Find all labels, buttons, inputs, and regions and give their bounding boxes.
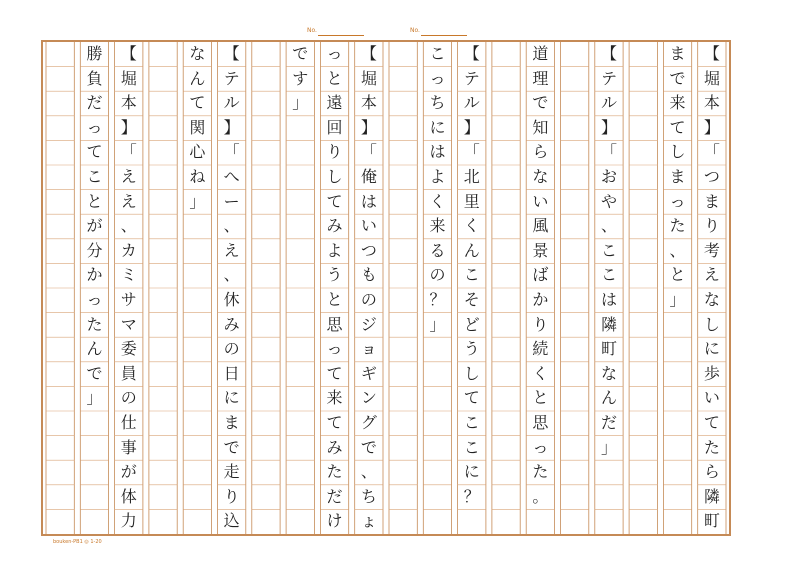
manuscript-char: ギ [360, 363, 377, 383]
manuscript-char: し [669, 142, 686, 162]
manuscript-char: 堀 [120, 68, 137, 88]
manuscript-char: へ [223, 167, 240, 186]
manuscript-char: う [463, 339, 480, 359]
manuscript-char: く [429, 191, 446, 211]
manuscript-char: 」 [429, 314, 446, 334]
manuscript-char: 俺 [360, 167, 377, 186]
manuscript-char: 事 [120, 437, 137, 457]
manuscript-column [112, 42, 146, 534]
manuscript-char: ら [532, 142, 549, 162]
manuscript-column [660, 42, 694, 534]
manuscript-char: 」 [292, 93, 309, 113]
number-label-1: No. [307, 27, 317, 34]
manuscript-char: み [223, 314, 240, 334]
manuscript-char: 込 [223, 511, 240, 531]
manuscript-char: し [326, 167, 343, 186]
manuscript-column [386, 42, 420, 534]
manuscript-char: 「 [120, 142, 137, 162]
manuscript-char: 【 [463, 44, 480, 63]
manuscript-char: っ [86, 117, 103, 137]
manuscript-columns [43, 42, 729, 534]
manuscript-char: 思 [532, 413, 549, 432]
manuscript-char: こ [463, 265, 480, 285]
manuscript-char: よ [326, 240, 343, 260]
manuscript-char: 【 [223, 44, 240, 63]
manuscript-char: 、 [360, 462, 377, 482]
manuscript-char: い [360, 216, 377, 236]
manuscript-char: 道 [532, 44, 549, 63]
manuscript-char: っ [326, 44, 343, 63]
manuscript-char: 本 [120, 93, 137, 113]
manuscript-char: え [223, 240, 240, 260]
manuscript-char: の [429, 265, 446, 285]
manuscript-char: 来 [669, 93, 686, 113]
manuscript-char: に [429, 117, 446, 137]
manuscript-char: て [669, 117, 686, 137]
manuscript-char: に [223, 388, 240, 408]
manuscript-char: み [326, 437, 343, 457]
manuscript-char: に [463, 462, 480, 482]
manuscript-char: サ [120, 290, 137, 309]
manuscript-char: 里 [463, 191, 480, 211]
manuscript-char: そ [463, 290, 480, 309]
manuscript-char: て [326, 413, 343, 432]
manuscript-char: の [223, 339, 240, 359]
manuscript-char: 、 [600, 216, 617, 236]
manuscript-char: で [86, 363, 103, 383]
manuscript-char: 町 [703, 511, 720, 531]
manuscript-char: 、 [223, 216, 240, 236]
manuscript-char: 隣 [703, 486, 720, 506]
manuscript-char: い [703, 388, 720, 408]
manuscript-column [215, 42, 249, 534]
manuscript-char: う [326, 265, 343, 285]
manuscript-char: て [326, 191, 343, 211]
manuscript-char: 考 [703, 240, 720, 260]
manuscript-char: ま [223, 413, 240, 432]
manuscript-char: い [532, 191, 549, 211]
manuscript-char: り [223, 486, 240, 506]
manuscript-char: で [532, 93, 549, 113]
manuscript-char: で [292, 44, 309, 63]
manuscript-char: 委 [120, 339, 137, 359]
number-line-1 [318, 35, 364, 36]
manuscript-char: り [703, 216, 720, 236]
manuscript-char: カ [120, 240, 137, 260]
manuscript-char: す [292, 68, 309, 88]
manuscript-char: 来 [326, 388, 343, 408]
manuscript-char: 景 [532, 240, 549, 260]
manuscript-char: テ [223, 68, 240, 88]
manuscript-column [489, 42, 523, 534]
manuscript-char: て [326, 363, 343, 383]
manuscript-char: と [532, 388, 549, 408]
manuscript-char: 隣 [600, 314, 617, 334]
manuscript-char: ち [429, 93, 446, 113]
manuscript-char: く [532, 363, 549, 383]
manuscript-char: こ [600, 240, 617, 260]
manuscript-char: 仕 [120, 413, 137, 432]
manuscript-char: ち [360, 486, 377, 506]
manuscript-char: こ [600, 265, 617, 285]
manuscript-char: 「 [600, 142, 617, 162]
manuscript-char: ら [703, 462, 720, 482]
manuscript-char: ん [86, 339, 103, 359]
manuscript-char: ん [463, 240, 480, 260]
manuscript-char: な [600, 363, 617, 383]
manuscript-char: 【 [703, 44, 720, 63]
manuscript-char: グ [360, 413, 377, 432]
manuscript-char: 休 [223, 290, 240, 309]
manuscript-char: よ [429, 167, 446, 186]
manuscript-char: て [86, 142, 103, 162]
manuscript-char: た [86, 314, 103, 334]
manuscript-char: ル [463, 93, 480, 113]
manuscript-char: 】 [463, 117, 480, 137]
manuscript-char: ね [189, 167, 206, 186]
manuscript-char: 。 [532, 486, 549, 506]
manuscript-char: ょ [360, 511, 377, 531]
manuscript-char: 走 [223, 462, 240, 482]
manuscript-char: の [120, 388, 137, 408]
manuscript-char: 、 [669, 240, 686, 260]
manuscript-char: た [532, 462, 549, 482]
manuscript-char: た [326, 462, 343, 482]
manuscript-char: ば [532, 265, 549, 285]
manuscript-column [420, 42, 454, 534]
manuscript-char: 負 [86, 68, 103, 88]
manuscript-char: 遠 [326, 93, 343, 113]
manuscript-char: 風 [532, 216, 549, 236]
manuscript-char: が [120, 462, 137, 482]
manuscript-column [352, 42, 386, 534]
manuscript-char: く [463, 216, 480, 236]
manuscript-char: だ [326, 486, 343, 506]
manuscript-char: 思 [326, 314, 343, 334]
manuscript-char: と [86, 191, 103, 211]
manuscript-char: か [532, 290, 549, 309]
manuscript-column [455, 42, 489, 534]
manuscript-char: 本 [360, 93, 377, 113]
manuscript-char: て [703, 413, 720, 432]
manuscript-char: 「 [703, 142, 720, 162]
manuscript-char: 【 [120, 44, 137, 63]
manuscript-char: 「 [223, 142, 240, 162]
manuscript-char: っ [669, 191, 686, 211]
manuscript-column [146, 42, 180, 534]
manuscript-char: 」 [600, 437, 617, 457]
manuscript-char: は [429, 142, 446, 162]
manuscript-char: し [463, 363, 480, 383]
manuscript-char: っ [86, 290, 103, 309]
manuscript-char: な [703, 290, 720, 309]
manuscript-sheet [41, 40, 731, 536]
manuscript-char: も [360, 265, 377, 285]
manuscript-char: ル [600, 93, 617, 113]
manuscript-char: 勝 [86, 44, 103, 63]
manuscript-char: 理 [532, 68, 549, 88]
manuscript-char: は [360, 191, 377, 211]
manuscript-char: 、 [223, 265, 240, 285]
manuscript-char: 心 [189, 142, 206, 162]
manuscript-char: ？ [429, 290, 446, 309]
manuscript-column [592, 42, 626, 534]
manuscript-char: 、 [120, 216, 137, 236]
manuscript-char: だ [86, 93, 103, 113]
manuscript-char: が [86, 216, 103, 236]
manuscript-char: 堀 [360, 68, 377, 88]
manuscript-char: と [669, 265, 686, 285]
manuscript-char: は [600, 290, 617, 309]
manuscript-column [626, 42, 660, 534]
manuscript-char: 本 [703, 93, 720, 113]
manuscript-char: ん [600, 388, 617, 408]
manuscript-char: ミ [120, 265, 137, 285]
manuscript-char: 」 [669, 290, 686, 309]
manuscript-column [283, 42, 317, 534]
manuscript-char: 【 [600, 44, 617, 63]
manuscript-char: こ [463, 437, 480, 457]
manuscript-char: っ [326, 339, 343, 359]
manuscript-char: と [326, 290, 343, 309]
manuscript-char: ん [189, 68, 206, 88]
manuscript-char: 北 [463, 167, 480, 186]
manuscript-char: と [326, 68, 343, 88]
manuscript-char: ま [669, 44, 686, 63]
manuscript-char: 」 [189, 191, 206, 211]
manuscript-char: 来 [429, 216, 446, 236]
manuscript-column [77, 42, 111, 534]
manuscript-char: こ [463, 413, 480, 432]
manuscript-char: こ [86, 167, 103, 186]
manuscript-char: 員 [120, 363, 137, 383]
manuscript-char: ル [223, 93, 240, 113]
manuscript-char: マ [120, 314, 137, 334]
manuscript-char: っ [429, 68, 446, 88]
manuscript-char: こ [429, 44, 446, 63]
manuscript-char: 町 [600, 339, 617, 359]
manuscript-char: や [600, 191, 617, 211]
manuscript-column [523, 42, 557, 534]
manuscript-char: お [600, 167, 617, 186]
manuscript-char: ど [463, 314, 480, 334]
manuscript-char: っ [532, 437, 549, 457]
number-label-2: No. [410, 27, 420, 34]
manuscript-char: け [326, 511, 343, 531]
manuscript-char: ジ [360, 314, 377, 334]
manuscript-char: な [532, 167, 549, 186]
manuscript-char: ？ [463, 486, 480, 506]
manuscript-char: え [120, 191, 137, 211]
manuscript-char: 】 [223, 117, 240, 137]
manuscript-char: た [703, 437, 720, 457]
manuscript-char: な [189, 44, 206, 63]
manuscript-char: て [463, 388, 480, 408]
manuscript-char: 】 [120, 117, 137, 137]
manuscript-char: 知 [532, 117, 549, 137]
manuscript-char: た [669, 216, 686, 236]
manuscript-char: 」 [86, 388, 103, 408]
manuscript-column [317, 42, 351, 534]
manuscript-char: 【 [360, 44, 377, 63]
manuscript-char: か [86, 265, 103, 285]
manuscript-char: 力 [120, 511, 137, 531]
manuscript-char: テ [463, 68, 480, 88]
manuscript-char: え [703, 265, 720, 285]
manuscript-char: 】 [703, 117, 720, 137]
manuscript-char: し [703, 314, 720, 334]
manuscript-char: だ [600, 413, 617, 432]
manuscript-char: て [189, 93, 206, 113]
manuscript-char: ー [223, 191, 240, 211]
manuscript-char: の [360, 290, 377, 309]
manuscript-char: り [326, 142, 343, 162]
manuscript-char: つ [360, 240, 377, 260]
manuscript-char: テ [600, 68, 617, 88]
manuscript-char: ン [360, 388, 377, 408]
manuscript-char: 日 [223, 363, 240, 383]
manuscript-char: 体 [120, 486, 137, 506]
manuscript-char: 】 [600, 117, 617, 137]
manuscript-char: 「 [463, 142, 480, 162]
manuscript-char: る [429, 240, 446, 260]
manuscript-char: み [326, 216, 343, 236]
manuscript-char: 関 [189, 117, 206, 137]
manuscript-char: に [703, 339, 720, 359]
manuscript-char: ま [703, 191, 720, 211]
manuscript-char: で [223, 437, 240, 457]
manuscript-char: ま [669, 167, 686, 186]
manuscript-char: で [360, 437, 377, 457]
manuscript-char: 堀 [703, 68, 720, 88]
manuscript-char: 「 [360, 142, 377, 162]
number-line-2 [421, 35, 467, 36]
manuscript-char: 回 [326, 117, 343, 137]
manuscript-char: 歩 [703, 363, 720, 383]
manuscript-char: え [120, 167, 137, 186]
manuscript-char: り [532, 314, 549, 334]
footer-code: bouken-PB1 ◎ 1-20 [53, 539, 102, 545]
manuscript-column [695, 42, 729, 534]
manuscript-column [180, 42, 214, 534]
manuscript-char: つ [703, 167, 720, 186]
manuscript-char: 続 [532, 339, 549, 359]
manuscript-char: 】 [360, 117, 377, 137]
manuscript-char: 分 [86, 240, 103, 260]
manuscript-column [558, 42, 592, 534]
manuscript-char: で [669, 68, 686, 88]
manuscript-column [249, 42, 283, 534]
manuscript-char: ョ [360, 339, 377, 359]
